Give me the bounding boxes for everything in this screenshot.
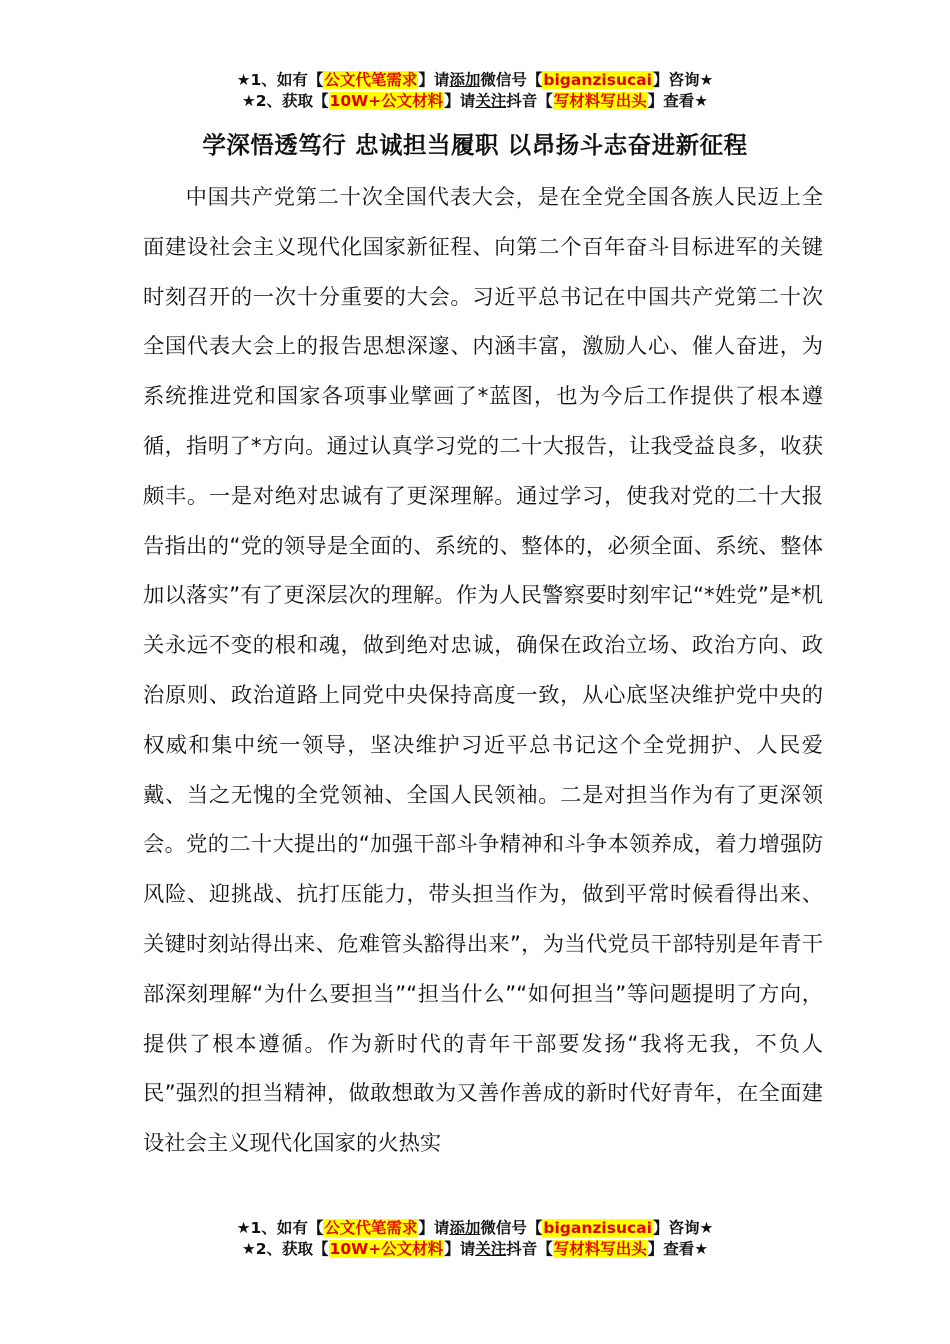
banner-text: 】查看★	[647, 92, 709, 110]
banner-text: ★2、获取【	[241, 1240, 329, 1258]
banner-underline: 添加	[449, 1219, 481, 1237]
banner-text: 抖音【	[506, 92, 553, 110]
banner-text: 】请	[418, 71, 450, 89]
banner-underline: 关注	[475, 92, 507, 110]
banner-line-2	[0, 1239, 950, 1260]
document-title: 学深悟透笃行 忠诚担当履职 以昂扬斗志奋进新征程	[202, 131, 748, 159]
banner-underline: 添加	[449, 71, 481, 89]
banner-line-1	[0, 1218, 950, 1239]
banner-text: 】查看★	[647, 1240, 709, 1258]
banner-highlight: 10W+公文材料	[329, 1240, 444, 1258]
banner-text: ★2、获取【	[241, 92, 329, 110]
banner-text: 微信号【	[480, 71, 543, 89]
banner-douyin-name: 写材料写出头	[553, 92, 647, 110]
banner-highlight: 公文代笔需求	[324, 71, 418, 89]
banner-text: 微信号【	[480, 1219, 543, 1237]
banner-wechat-id: biganzisucai	[543, 71, 652, 89]
banner-text: 】请	[418, 1219, 450, 1237]
banner-douyin-name: 写材料写出头	[553, 1240, 647, 1258]
banner-text: 】咨询★	[652, 1219, 714, 1237]
banner-line-2	[0, 91, 950, 112]
banner-underline: 关注	[475, 1240, 507, 1258]
banner-line-1	[0, 70, 950, 91]
banner-text: ★1、如有【	[236, 71, 324, 89]
banner-text: 】咨询★	[652, 71, 714, 89]
header-banner	[0, 70, 950, 112]
banner-text: ★1、如有【	[236, 1219, 324, 1237]
banner-text: 】请	[444, 1240, 476, 1258]
footer-banner	[0, 1218, 950, 1260]
banner-highlight: 公文代笔需求	[324, 1219, 418, 1237]
document-body: 中国共产党第二十次全国代表大会，是在全党全国各族人民迈上全面建设社会主义现代化国家新征程、向第二个百年奋斗目标进军的关键时刻召开的一次十分重要的大会。习近平总书记在中国共产党第二十次全国代表大会上的报告思想深邃、内涵丰富，激励人心、催人奋进，为系统推进党和国家各项事业擘画了*蓝图，也为今后工作提供了根本遵循，指明了*方向。通过认真学习党的二十大报告，让我受益良多，收获颇丰。一是对绝对忠诚有了更深理解。通过学习，使我对党的二十大报告指出的“党的领导是全面的、系统的、整体的，必须全面、系统、整体加以落实”有了更深层次的理解。作为人民警察要时刻牢记“*姓党”是*机关永远不变的根和魂，做到绝对忠诚，确保在政治立场、政治方向、政治原则、政治道路上同党中央保持高度一致，从心底坚决维护党中央的权威和集中统一领导，坚决维护习近平总书记这个全党拥护、人民爱戴、当之无愧的全党领袖、全国人民领袖。二是对担当作为有了更深领会。党的二十大提出的“加强干部斗争精神和斗争本领养成，着力增强防风险、迎挑战、抗打压能力，带头担当作为，做到平常时候看得出来、关键时刻站得出来、危难管头豁得出来”，为当代党员干部特别是年青干部深刻理解“为什么要担当”“担当什么”“如何担当”等问题提明了方向，提供了根本遵循。作为新时代的青年干部要发扬“我将无我，不负人民”强烈的担当精神，做敢想敢为又善作善成的新时代好青年，在全面建设社会主义现代化国家的火热实	[143, 185, 823, 1157]
banner-wechat-id: biganzisucai	[543, 1219, 652, 1237]
banner-highlight: 10W+公文材料	[329, 92, 444, 110]
banner-text: 抖音【	[506, 1240, 553, 1258]
banner-text: 】请	[444, 92, 476, 110]
